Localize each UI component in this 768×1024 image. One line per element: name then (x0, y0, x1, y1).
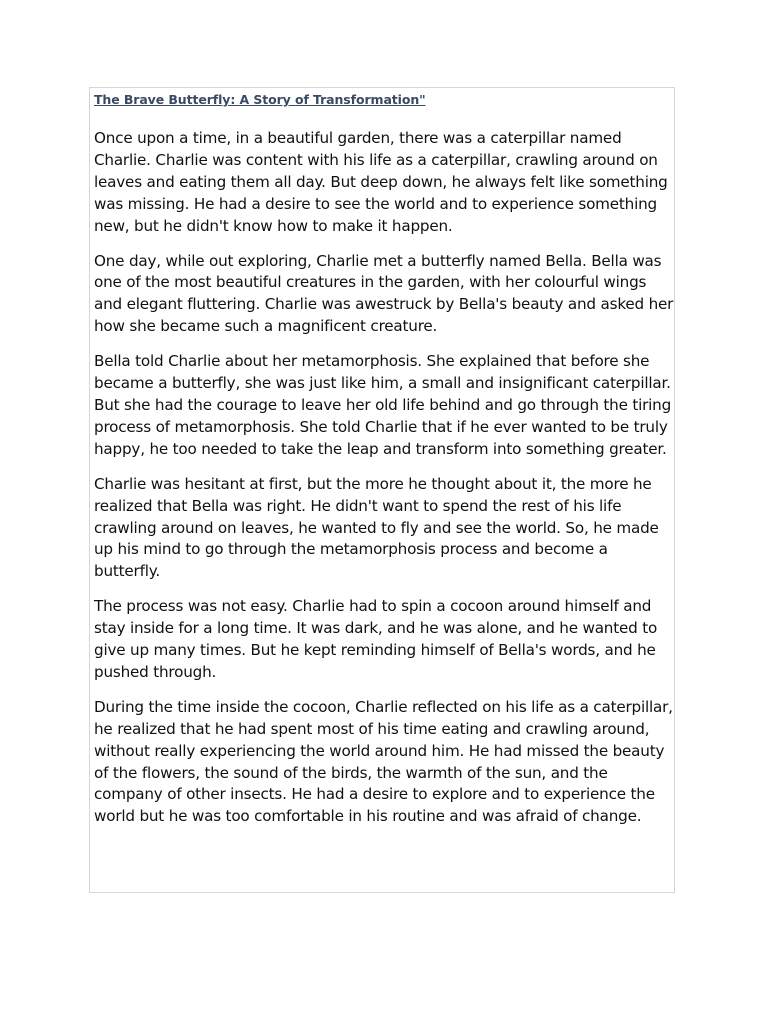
document-title: The Brave Butterfly: A Story of Transformation" (94, 92, 426, 107)
document-body (94, 128, 674, 828)
paragraph-5: The process was not easy. Charlie had to spin a cocoon around himself and stay inside for a long time. It was dark, and he was alone, and he wanted to give up many times. But he kept reminding himself of Bella's words, and he pushed through. (94, 597, 658, 681)
paragraph-6: During the time inside the cocoon, Charlie reflected on his life as a caterpillar, he realized that he had spent most of his time eating and crawling around, without really experiencing the world around him. He had missed the beauty of the flowers, the sound of the birds, the warmth of the sun, and the company of other insects. He had a desire to explore and to experience the world but he was too comfortable in his routine and was afraid of change. (94, 697, 673, 826)
paragraph-4: Charlie was hesitant at first, but the more he thought about it, the more he realized that Bella was right. He didn't want to spend the rest of his life crawling around on leaves, he wanted to fly and see the world. So, he made up his mind to go through the metamorphosis process and become a butterfly. (94, 474, 659, 581)
paragraph-1: Once upon a time, in a beautiful garden, there was a caterpillar named Charlie. Charlie was content with his life as a caterpillar, crawling around on leaves and eating them all day. But deep down, he always felt like something was missing. He had a desire to see the world and to experience something new, but he didn't know how to make it happen. (94, 129, 668, 235)
document-frame (89, 87, 675, 893)
paragraph-2: One day, while out exploring, Charlie met a butterfly named Bella. Bella was one of the most beautiful creatures in the garden, with her colourful wings and elegant fluttering. Charlie was awestruck by Bella's beauty and asked her how she became such a magnificent creature. (94, 251, 674, 336)
paragraph-3: Bella told Charlie about her metamorphosis. She explained that before she became a butterfly, she was just like him, a small and insignificant caterpillar. But she had the courage to leave her old life behind and go through the tiring process of metamorphosis. She told Charlie that if he ever wanted to be truly happy, he too needed to take the leap and transform into something greater. (94, 352, 672, 458)
